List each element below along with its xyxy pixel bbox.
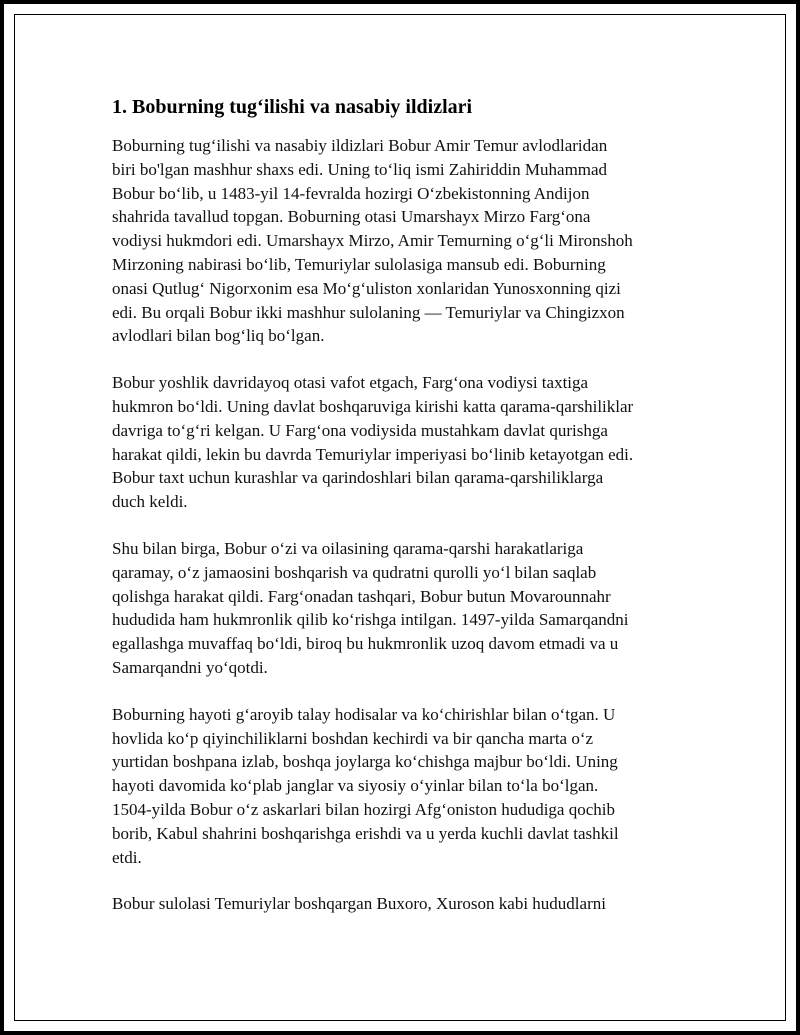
text-line: Shu bilan birga, Bobur o‘zi va oilasining qarama-qarshi harakatlariga xyxy=(112,538,584,558)
text-line: Bobur sulolasi Temuriylar boshqargan Buxoro, Xuroson kabi hududlarni xyxy=(112,894,606,914)
text-line: davriga to‘g‘ri kelgan. U Farg‘ona vodiysida mustahkam davlat qurishga xyxy=(112,420,608,440)
document-content xyxy=(112,94,702,939)
text-line: Boburning tug‘ilishi va nasabiy ildizlari Bobur Amir Temur avlodlaridan xyxy=(112,136,608,155)
text-line: duch keldi. xyxy=(112,492,188,512)
paragraph-5 xyxy=(112,892,702,916)
paragraph-3 xyxy=(112,537,702,680)
text-line: edi. Bu orqali Bobur ikki mashhur sulolaning — Temuriylar va Chingizxon xyxy=(112,302,625,322)
text-line: hayoti davomida ko‘plab janglar va siyosiy o‘yinlar bilan to‘la bo‘lgan. xyxy=(112,776,599,796)
paragraph-1 xyxy=(112,134,702,348)
text-line: hududida ham hukmronlik qilib ko‘rishga intilgan. 1497-yilda Samarqandni xyxy=(112,610,629,630)
text-line: vodiysi hukmdori edi. Umarshayx Mirzo, Amir Temurning o‘g‘li Mironshoh xyxy=(112,231,633,251)
text-line: hukmron bo‘ldi. Uning davlat boshqaruviga kirishi katta qarama-qarshiliklar xyxy=(112,396,634,416)
text-line: 1504-yilda Bobur o‘z askarlari bilan hozirgi Afg‘oniston hududiga qochib xyxy=(112,799,615,819)
text-line: avlodlari bilan bog‘liq bo‘lgan. xyxy=(112,326,325,346)
text-line: qolishga harakat qildi. Farg‘onadan tashqari, Bobur butun Movarounnahr xyxy=(112,586,611,606)
text-line: onasi Qutlug‘ Nigorxonim esa Mo‘g‘uliston xonlaridan Yunosxonning qizi xyxy=(112,278,621,298)
text-line: yurtidan boshpana izlab, boshqa joylarga ko‘chishga majbur bo‘ldi. Uning xyxy=(112,752,618,772)
text-line: Samarqandni yo‘qotdi. xyxy=(112,657,268,677)
section-heading: 1. Boburning tug‘ilishi va nasabiy ildizlari xyxy=(112,96,473,118)
text-line: etdi. xyxy=(112,847,142,867)
text-line: shahrida tavallud topgan. Boburning otasi Umarshayx Mirzo Farg‘ona xyxy=(112,207,591,227)
paragraph-4 xyxy=(112,703,702,870)
text-line: harakat qildi, lekin bu davrda Temuriylar imperiyasi bo‘linib ketayotgan edi. xyxy=(112,444,634,464)
text-line: borib, Kabul shahrini boshqarishga erishdi va u yerda kuchli davlat tashkil xyxy=(112,823,619,843)
text-line: Boburning hayoti g‘aroyib talay hodisalar va ko‘chirishlar bilan o‘tgan. U xyxy=(112,704,616,724)
text-line: hovlida ko‘p qiyinchiliklarni boshdan kechirdi va bir qancha marta o‘z xyxy=(112,728,594,748)
text-line: Bobur taxt uchun kurashlar va qarindoshlari bilan qarama-qarshiliklarga xyxy=(112,468,604,488)
text-line: qaramay, o‘z jamaosini boshqarish va qudratni qurolli yo‘l bilan saqlab xyxy=(112,562,597,582)
paragraph-2 xyxy=(112,371,702,514)
text-line: biri bo'lgan mashhur shaxs edi. Uning to‘liq ismi Zahiriddin Muhammad xyxy=(112,159,608,179)
text-line: Bobur bo‘lib, u 1483-yil 14-fevralda hozirgi O‘zbekistonning Andijon xyxy=(112,183,590,203)
text-line: Bobur yoshlik davridayoq otasi vafot etgach, Farg‘ona vodiysi taxtiga xyxy=(112,373,589,393)
text-line: egallashga muvaffaq bo‘ldi, biroq bu hukmronlik uzoq davom etmadi va u xyxy=(112,634,619,654)
text-line: Mirzoning nabirasi bo‘lib, Temuriylar sulolasiga mansub edi. Boburning xyxy=(112,254,606,274)
